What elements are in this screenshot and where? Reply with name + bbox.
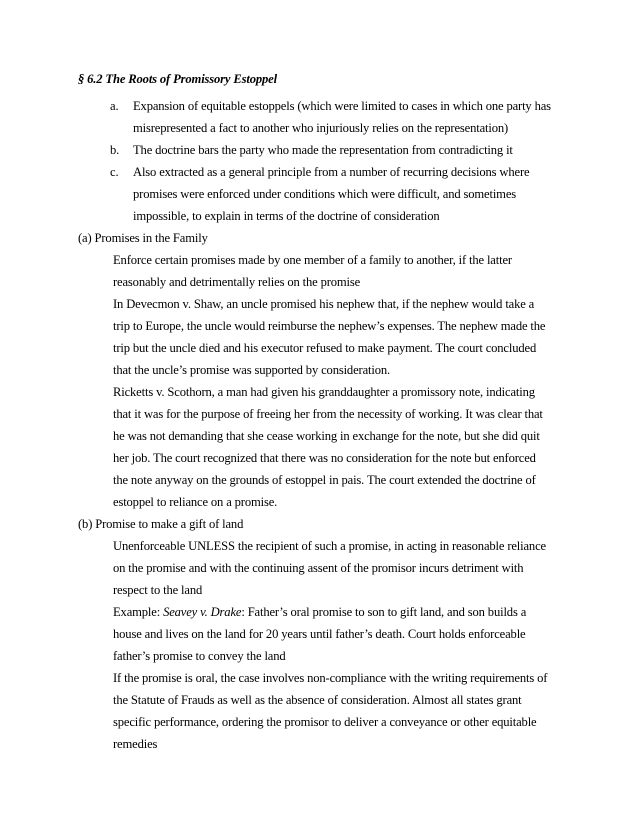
part-a-line-8: that it was for the purpose of freeing her from the necessity of working. It was clear that	[113, 407, 543, 421]
list-item-c-line-3: impossible, to explain in terms of the doctrine of consideration	[133, 209, 440, 223]
part-a-line-12: estoppel to reliance on a promise.	[113, 495, 278, 509]
part-a-line-1: Enforce certain promises made by one member of a family to another, if the latter	[113, 253, 512, 267]
list-marker-a: a.	[110, 99, 119, 113]
part-b-heading: (b) Promise to make a gift of land	[78, 517, 244, 531]
part-b-line-2: on the promise and with the continuing assent of the promisor incurs detriment with	[113, 561, 524, 575]
part-b-line-8: the Statute of Frauds as well as the absence of consideration. Almost all states grant	[113, 693, 522, 707]
part-a-line-3: In Devecmon v. Shaw, an uncle promised his nephew that, if the nephew would take a	[113, 297, 535, 311]
list-item-a-line-2: misrepresented a fact to another who injuriously relies on the representation)	[133, 121, 509, 135]
part-a-heading: (a) Promises in the Family	[78, 231, 208, 245]
list-marker-c: c.	[110, 165, 119, 179]
example-rest: : Father’s oral promise to son to gift land, and son builds a	[241, 605, 527, 619]
part-a-line-7: Ricketts v. Scothorn, a man had given his granddaughter a promissory note, indicating	[113, 385, 535, 399]
part-a-line-10: her job. The court recognized that there was no consideration for the note but enforced	[113, 451, 536, 465]
part-a-line-6: that the uncle’s promise was supported by consideration.	[113, 363, 390, 377]
part-b-line-6: father’s promise to convey the land	[113, 649, 286, 663]
list-item-c-line-2: promises were enforced under conditions which were difficult, and sometimes	[133, 187, 517, 201]
part-b-line-5: house and lives on the land for 20 years until father’s death. Court holds enforceable	[113, 627, 526, 641]
list-item-a-line-1: Expansion of equitable estoppels (which were limited to cases in which one party has	[133, 99, 551, 113]
part-b-line-1: Unenforceable UNLESS the recipient of such a promise, in acting in reasonable reliance	[113, 539, 546, 553]
part-a-line-11: the note anyway on the grounds of estoppel in pais. The court extended the doctrine of	[113, 473, 536, 487]
example-prefix: Example:	[113, 605, 164, 619]
part-a-line-5: trip but the uncle died and his executor refused to make payment. The court concluded	[113, 341, 537, 355]
list-marker-b: b.	[110, 143, 120, 157]
part-b-line-10: remedies	[113, 737, 158, 751]
part-b-example-line	[113, 604, 526, 620]
part-b-line-3: respect to the land	[113, 583, 203, 597]
example-case-name: Seavey v. Drake	[163, 605, 242, 619]
list-item-c-line-1: Also extracted as a general principle from a number of recurring decisions where	[133, 165, 530, 179]
part-a-line-9: he was not demanding that she cease working in exchange for the note, but she did quit	[113, 429, 540, 443]
part-b-line-7: If the promise is oral, the case involves non-compliance with the writing requirements of	[113, 671, 548, 685]
part-a-line-2: reasonably and detrimentally relies on the promise	[113, 275, 361, 289]
section-heading: § 6.2 The Roots of Promissory Estoppel	[78, 72, 277, 86]
list-item-b-line-1: The doctrine bars the party who made the representation from contradicting it	[133, 143, 513, 157]
part-a-line-4: trip to Europe, the uncle would reimburse the nephew’s expenses. The nephew made the	[113, 319, 546, 333]
part-b-line-9: specific performance, ordering the promisor to deliver a conveyance or other equitable	[113, 715, 537, 729]
